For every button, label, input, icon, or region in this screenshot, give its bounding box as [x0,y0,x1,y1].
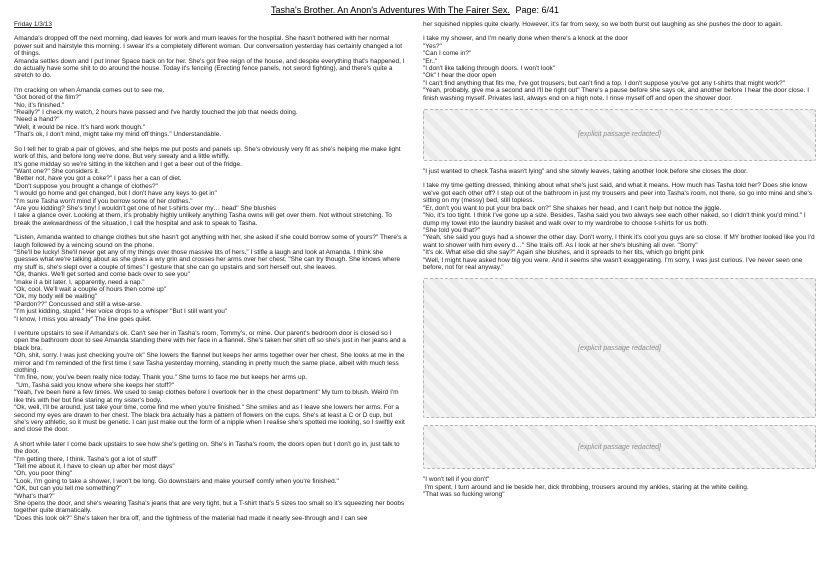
paragraph [14,146,407,227]
text-line: "Ok, cool. We'll wait a couple of hours then come up" [14,286,167,293]
text-line: "I don't like talking through doors. I won't look" [423,65,556,73]
text-line: "Tell me about it, I have to clean up after her most days" [14,462,175,470]
text-line: "Yeah, I've been here a few times. We used to swap clothes before I overtook her in the chest department" My turn to blush. Weird I'm like this with her but fine staring at my sister's body. [14,389,401,404]
text-line: "Look, I'm going to take a shower, I won't be long. Go downstairs and make yourself comfy when you're finished." [14,477,339,485]
right-column [423,21,816,506]
text-line: "Ok, my body will be waiting" [14,293,98,301]
redacted-block: [explicit passage redacted] [423,109,816,161]
text-line: "Got bored of the film?" [14,94,82,102]
text-line: "Ok" I hear the door open [423,72,497,80]
text-line: I'm spent, I turn around and lie beside her, dick throbbing, trousers around my ankles, staring at the white ceiling. [423,483,749,491]
paragraph [14,330,407,434]
text-line: "Oh, you poor thing" [14,470,73,478]
text-line: I take my shower, and I'm nearly done when there's a knock at the door [423,35,628,43]
paragraph [14,87,407,139]
text-line: "OK, but can you tell me something?" [14,485,122,493]
text-line: I'm cracking on when Amanda comes out to see me. [14,86,165,94]
text-line: "Does this look ok?" She's taken her bra off, and the tightness of the material had made it nearly see-through and I can see [14,514,368,522]
text-line: "I'm just kidding, stupid." Her voice drops to a whisper "But I still want you" [14,308,228,316]
text-line: "Really?" I check my watch, 2 hours have passed and I've hardly touched the job that needs doing. [14,109,298,117]
text-line: Amanda's dropped off the next morning, dad leaves for work and mum leaves for the hospital. She hasn't bothered with her normal power suit and hairstyle this morning. I swear it's a completely different woman. Our conversation yesterday has certainly changed a lot of things. [14,35,404,58]
paragraph [423,168,816,175]
paragraph [14,35,407,79]
text-line: "Listen, Amanda wanted to change clothes but she hasn't got anything with her, she asked if she could borrow some of yours?" There's a laugh followed by a wincing sound on the phone. [14,234,409,249]
paragraph [423,476,816,498]
redacted-block: [explicit passage redacted] [423,425,816,469]
text-line: "Oh, shit, sorry. I was just checking you're ok" She lowers the flannel but keeps her arms together over her chest. She looks at me in the mirror and I'm reminded of the first time I saw Tasha yesterday morning, standing in pretty much the same place, albeit with much less clothing. [14,352,407,375]
text-line: It's gone midday so we're sitting in the kitchen and I get a beer out of the fridge. [14,160,242,168]
text-line: "Don't suppose you brought a change of clothes?" [14,182,158,190]
text-line: "Yeah, probably, give me a second and I'll be right out" There's a pause before she says ok, and another before I hear the door close. I finish washing myself. Privates last, always end on a high note. I rinse myself off and open the shower door. [423,87,811,102]
text-line: "Yeah, she said you guys had a shower the other day. Don't worry, I think it's cool you guys are so close. If MY brother looked like you I'd want to shower with him every d…" She trails off. As I look at her she's blushing all over. "Sorry" [423,234,817,249]
text-line: "Want one?" She considers it. [14,167,100,175]
left-column [14,21,407,529]
text-line: "Er, don't you want to put your bra back on?" She shakes her head, and I can't help but notice the jiggle. [423,204,722,212]
paragraph [14,234,407,323]
text-line: "Need a hand?" [14,116,60,124]
text-line: "I'm fine, now, you've been really nice today. Thank you." She turns to face me but keeps her arms up. [14,374,308,382]
text-line: "Are you kidding? She's tiny! I wouldn't get one of her t-shirts over my… head" She blushes [14,204,277,212]
text-line: her squished nipples quite clearly. However, it's far from sexy, so we both burst out laughing as she pushes the door to again. [423,21,783,28]
text-line: "That was so fucking wrong" [423,491,505,499]
redacted-block: [explicit passage redacted] [423,278,816,418]
document-body [0,16,830,529]
document-title: Tasha's Brother. An Anon's Adventures With The Fairer Sex. [271,5,510,15]
text-line: "No, it's too tight. I think I've gone up a size. Besides, Tasha said you two always see each other naked, so I didn't think you'd mind." I dump my towel into the laundry basket and walk over to my wardrobe to choose t-shirts for us both. [423,212,808,227]
text-line: "Can I come in?" [423,50,472,58]
text-line: A short while later I come back upstairs to see how she's getting on. She's in Tasha's room, the doors open but I don't go in, just talk to the door. [14,440,402,456]
text-line: "Better not, have you got a coke?" I pass her a can of diet. [14,175,182,183]
text-line: "I won't tell if you don't" [423,476,490,484]
text-line: "Well, it would be nice. It's hard work though." [14,123,146,131]
text-line: "Ok, thanks. We'll get sorted and come back over to see you" [14,271,190,279]
text-line: "I just wanted to check Tasha wasn't lying" and she slowly leaves, taking another look before she closes the door. [423,168,748,176]
paragraph [423,21,816,28]
page-number-label: Page: 6/41 [515,5,559,15]
text-line: She opens the door, and she's wearing Tasha's jeans that are very tight, but a T-shirt that's 5 sizes too small so it's squeezing her boobs together quite dramatically. [14,499,407,515]
text-line: Amanda settles down and I put Inner Space back on for her. She's got free reign of the house, and despite everything that's happened, I do actually have some shit to do around the house. Today it's fencing (Erecting fence panels, not sword fighting), and there's quite a stretch to do. [14,57,407,80]
paragraph [423,35,816,102]
text-line: "That's ok, I don't mind, might take my mind off things." Understandable. [14,131,222,139]
paragraph [14,441,407,522]
text-line: "Um, Tasha said you know where she keeps her stuff?" [14,381,175,389]
text-line: I venture upstairs to see if Amanda's ok. Can't see her in Tasha's room, Tommy's, or mine. Our parent's bedroom door is closed so I open the bathroom door to see Amanda standing there with her face in a flannel. She's taken her shirt off so she's just in her jeans and a black bra. [14,330,408,352]
text-line: "I can't find anything that fits me, I've got trousers, but can't find a top. I don't suppose you've got any t-shirts that might work?" [423,79,786,87]
text-line: "No, it's finished." [14,101,65,109]
text-line: "Er.." [423,57,438,65]
text-line: "I'm getting there, I think. Tasha's got a lot of stuff" [14,455,158,463]
text-line: "I'm sure Tasha won't mind if you borrow some of her clothes." [14,197,193,205]
text-line: "Ok, well, I'll be around, just take your time, come find me when you're finished." She smiles and as I leave she lowers her arms. For a second my eyes are drawn to her chest. The black bra actually has a pattern of flowers on the cups. She's at least a C or D cup, but she's very athletic, so it must be genetic. I can just make out the form of a nipple when I realise she's spotted me looking, so I swiftly exit and close the door. [14,404,407,434]
text-line: "I know, I miss you already" The line goes quiet. [14,315,152,323]
text-line: "What's that?" [14,492,55,500]
text-line: "Well, I might have asked how big you were. And it seems she wasn't exaggerating. I'm sorry, I was just curious. I've never seen one before, not for real anyway." [423,256,805,271]
paragraph [423,182,816,271]
text-line: "Yes?" [423,42,442,50]
text-line: "She'll be lucky! She'll never get any of my things over those massive tits of hers." I stifle a laugh and look at Amanda. I think she guesses what we're talking about as she gives a wry grin and crosses her arms over her chest. "She can try though. She knows where my stuff is, she's slept over a couple of times" I gesture that she can go upstairs and sort herself out, she leaves. [14,248,402,271]
text-line: "I would go home and get changed, but I don't have any keys to get in" [14,190,217,198]
text-line: I take a glance over. Looking at them, it's probably highly unlikely anything Tasha owns will get over them. Not without stretching. To break the awkwardness of the situation, I call the hospital and ask to speak to Tasha. [14,212,394,227]
text-line: So I tell her to grab a pair of gloves, and she helps me put posts and panels up. She's obviously very fit as she's helping me make light work of this, and before long we're done. But very sweaty and a little whiffy. [14,145,403,161]
page-title [0,0,830,16]
text-line: "It's ok. What else did she say?" Again she blushes, and it spreads to her tits, which go bright pink [423,249,704,257]
date-heading: Friday 1/3/13 [14,21,52,28]
text-line: "Pardon??" Concussed and still a wise-arse. [14,300,142,308]
text-line: I take my time getting dressed, thinking about what she's just said, and what it means. How much has Tasha told her? Does she know we've got each other off? I step out of the bathroom in just my trousers and peer into Tasha's room, not there, so go into mine and she's sitting on my (messy) bed, still topless. [423,182,814,205]
text-line: "She told you that?" [423,226,481,234]
text-line: "make it a bit later. I, apparently, need a nap." [14,278,145,286]
